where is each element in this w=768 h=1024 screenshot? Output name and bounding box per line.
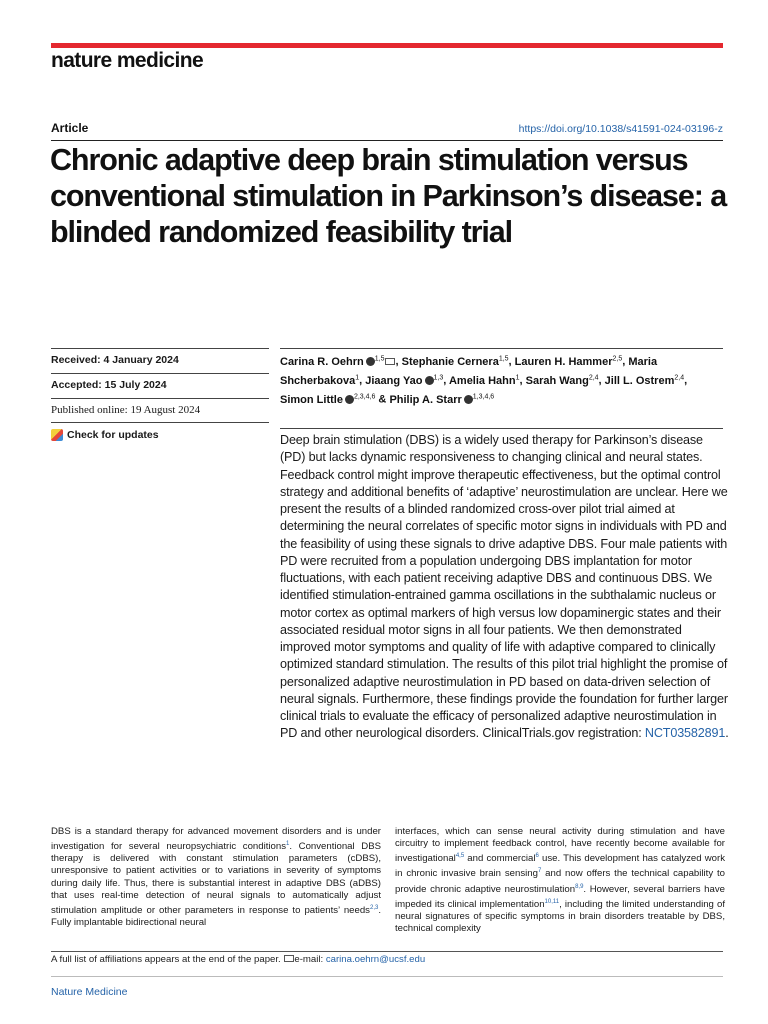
author-separator: ,	[684, 374, 688, 387]
author-name: Jiaang Yao	[365, 374, 423, 387]
published-date: Published online: 19 August 2024	[51, 398, 269, 423]
author-affiliation: 1	[515, 374, 520, 382]
affiliation-footnote	[51, 954, 425, 965]
author-separator: ,	[359, 374, 366, 387]
citation-ref[interactable]: 1	[286, 841, 290, 848]
author-affiliation: 2,3,4,6	[353, 393, 376, 401]
body-text: interfaces, which can sense neural activity during stimulation and have circuitry to implement feedback control, have recently become available for investigational	[395, 826, 725, 865]
body-column-right	[395, 826, 725, 936]
body-text: DBS is a standard therapy for advanced movement disorders and is under investigation for several neuropsychiatric conditions	[51, 826, 381, 853]
body-text: . Fully implantable bidirectional neural	[51, 904, 381, 929]
author[interactable]	[605, 375, 684, 387]
author-affiliation: 2,5	[612, 355, 623, 362]
citation-ref[interactable]: 10,11	[544, 899, 560, 906]
author[interactable]	[280, 394, 375, 406]
footnote-text: A full list of affiliations appears at the end of the paper.	[51, 954, 284, 965]
citation-ref[interactable]: 4,5	[455, 853, 465, 860]
orcid-icon[interactable]	[425, 376, 434, 385]
author-name: Carina R. Oehrn	[280, 355, 364, 368]
orcid-icon[interactable]	[366, 357, 375, 366]
doi-link[interactable]: https://doi.org/10.1038/s41591-024-03196-z	[518, 123, 723, 135]
author[interactable]	[526, 375, 599, 387]
author-name: Lauren H. Hammer	[514, 355, 613, 368]
corresponding-email-link[interactable]: carina.oehrn@ucsf.edu	[325, 954, 426, 965]
author-affiliation: 1	[355, 374, 360, 382]
body-text: use. This development has catalyzed work in chronic invasive brain sensing	[395, 853, 725, 880]
author-name: Maria Shcherbakova	[280, 355, 658, 387]
author-name: Philip A. Starr	[389, 393, 462, 406]
abstract	[280, 432, 730, 743]
author-separator: ,	[443, 374, 449, 387]
article-title: Chronic adaptive deep brain stimulation versus conventional stimulation in Parkinson’s disease: a blinded randomized feasibility trial	[50, 143, 727, 249]
body-text: . However, several barriers have impeded its clinical implementation	[395, 883, 725, 911]
author-separator: ,	[508, 355, 515, 368]
body-text: and commercial	[464, 853, 536, 865]
author-separator: ,	[598, 374, 605, 387]
mail-icon	[284, 955, 294, 962]
orcid-icon[interactable]	[464, 395, 473, 404]
author-name: Stephanie Cernera	[401, 355, 499, 368]
author[interactable]	[515, 356, 623, 368]
author[interactable]	[365, 375, 443, 387]
citation-ref[interactable]: 6	[535, 853, 539, 860]
author-separator: ,	[395, 355, 402, 368]
body-text: and now offers the technical capability to provide chronic adaptive neurostimulation	[395, 868, 725, 895]
author-name: Amelia Hahn	[448, 374, 516, 387]
author[interactable]	[389, 394, 494, 406]
author-name: Jill L. Ostrem	[604, 374, 675, 387]
abstract-text: Deep brain stimulation (DBS) is a widely used therapy for Parkinson’s disease (PD) but lacks dynamic responsiveness to changing clinical and neural states. Feedback control might improve therapeutic effectiveness, but the optimal control strategy and additional benefits of ‘adaptive’ neurostimulation are unclear. Here we present the results of a blinded randomized cross-over pilot trial aimed at determining the neural correlates of specific motor signs in individuals with PD and the feasibility of using these signals to drive adaptive DBS. Four male patients with PD were recruited from a population undergoing DBS implantation for motor fluctuations, with each patient receiving adaptive DBS and continuous DBS. We identified stimulation-entrained gamma oscillations in the subthalamic nucleus or motor cortex as optimal markers of high versus low dopaminergic states and their associated residual motor signs in all four patients. We then demonstrated improved motor symptoms and quality of life with adaptive compared to clinically optimized standard stimulation. The results of this pilot trial highlight the promise of personalized adaptive neurostimulation in PD based on data-driven selection of neural signals. Furthermore, these findings provide the foundation for further larger clinical trials to evaluate the efficacy of personalized adaptive neurostimulation in PD and other neurological disorders. ClinicalTrials.gov registration:	[280, 433, 728, 741]
orcid-icon[interactable]	[345, 395, 354, 404]
article-type: Article	[51, 121, 89, 135]
author-affiliation: 1,3	[433, 374, 444, 382]
author-affiliation: 1,3,4,6	[472, 393, 495, 401]
body-text: . Conventional DBS therapy is delivered with constant stimulation parameters (cDBS), unresponsive to patient activities or to variations in severity of symptoms during daily life. Thus, there is substantial interest in adaptive DBS (aDBS) that uses real-time detection of neural signals to automatically adjust stimulation amplitude or other parameters in response to patients’ needs	[51, 841, 382, 916]
author-name: Sarah Wang	[525, 374, 589, 387]
crossmark-icon	[51, 429, 63, 441]
accepted-date: Accepted: 15 July 2024	[51, 373, 269, 398]
author[interactable]	[402, 356, 509, 368]
body-text: , including the limited understanding of neural signatures of specific symptoms in brain disorders treatable by DBS, technical complexity	[395, 899, 725, 935]
received-date: Received: 4 January 2024	[51, 348, 269, 373]
trial-registration-link[interactable]: NCT03582891	[644, 726, 726, 741]
citation-ref[interactable]: 8,9	[575, 883, 584, 890]
check-for-updates-label: Check for updates	[67, 429, 159, 441]
abstract-divider	[280, 428, 723, 429]
journal-name[interactable]: nature medicine	[51, 49, 204, 72]
footer-divider	[51, 976, 723, 977]
citation-ref[interactable]: 2,3	[369, 904, 379, 911]
citation-ref[interactable]: 7	[537, 868, 542, 875]
footer-journal-name: Nature Medicine	[51, 986, 128, 998]
authors-divider	[280, 348, 723, 349]
body-column-left	[51, 826, 381, 929]
author-list	[280, 351, 723, 408]
footnote-divider	[51, 951, 723, 952]
author[interactable]	[280, 356, 395, 368]
author-separator: &	[375, 393, 390, 406]
author-separator: ,	[622, 355, 629, 368]
check-for-updates-button[interactable]	[51, 423, 269, 441]
author-affiliation: 1,5	[374, 355, 385, 362]
mail-icon[interactable]	[385, 358, 395, 365]
author-affiliation: 1,5	[498, 355, 509, 362]
author-affiliation: 2,4	[588, 374, 599, 382]
author-affiliation: 2,4	[674, 374, 685, 382]
header-divider	[51, 140, 723, 141]
publication-dates	[51, 348, 269, 441]
author-separator: ,	[519, 374, 526, 387]
email-label: e-mail:	[294, 954, 326, 965]
author-name: Simon Little	[280, 393, 343, 406]
author[interactable]	[449, 375, 520, 387]
abstract-end-period: .	[725, 726, 729, 741]
journal-accent-bar	[51, 43, 723, 48]
